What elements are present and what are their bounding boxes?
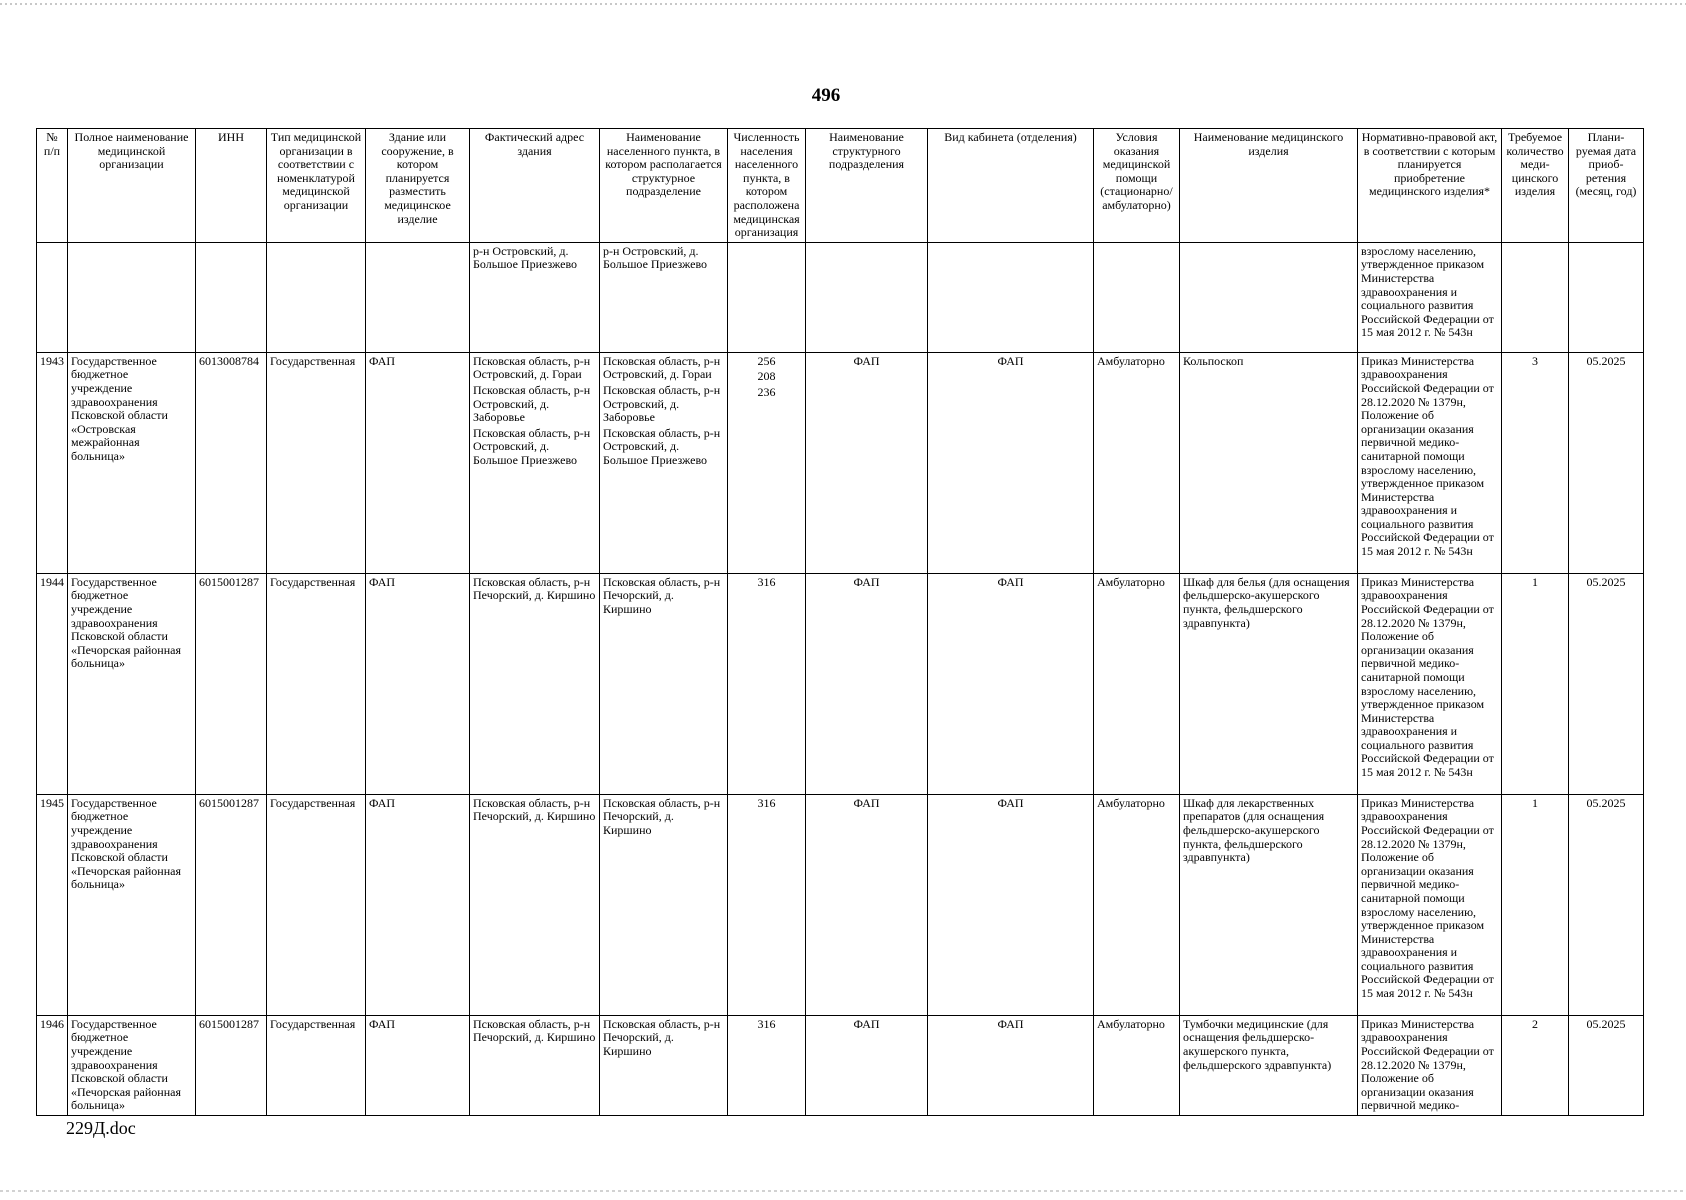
row-number: 1944 (37, 573, 68, 794)
structural-unit: ФАП (806, 573, 928, 794)
population: 208 (757, 369, 776, 384)
medical-device: Кольпоскоп (1180, 352, 1358, 573)
legal-act: Приказ Министерства здравоохранения Российской Федерации от 28.12.2020 № 1379н, Положение об организации оказания первичной медико- (1358, 1015, 1502, 1115)
care-conditions: Амбулаторно (1094, 1015, 1180, 1115)
equipment-register-table (36, 128, 1644, 1116)
inn: 6013008784 (196, 352, 267, 573)
column-header: Наименование населенного пункта, в котором располагается структурное подразделение (600, 129, 728, 243)
continued-legal-act: взрослому населению, утвержденное приказом Министерства здравоохранения и социального развития Российской Федерации от 15 мая 2012 г. № 543н (1358, 242, 1502, 352)
quantity: 1 (1502, 573, 1569, 794)
population-cell (728, 352, 806, 573)
table-row (37, 573, 1644, 794)
settlement: Псковская область, р-н Островский, д. Заборовье (603, 382, 721, 425)
cabinet-type: ФАП (928, 794, 1094, 1015)
structural-unit: ФАП (806, 1015, 928, 1115)
medical-device: Шкаф для лекарственных препаратов (для оснащения фельдшерско-акушерского пункта, фельдшерского здравпункта) (1180, 794, 1358, 1015)
page-number: 496 (811, 85, 841, 106)
quantity: 3 (1502, 352, 1569, 573)
column-header: Условия оказания медицинской помощи (стационарно/ амбулаторно) (1094, 129, 1180, 243)
care-conditions: Амбулаторно (1094, 573, 1180, 794)
legal-act: Приказ Министерства здравоохранения Российской Федерации от 28.12.2020 № 1379н, Положение об организации оказания первичной медико-санитарной помощи взрослому населению, утвержденное приказом Министерства здравоохранения и социального развития Российской Федерации от 15 мая 2012 г. № 543н (1358, 794, 1502, 1015)
settlement: Псковская область, р-н Печорский, д. Киршино (600, 1015, 728, 1115)
organization-type: Государственная (267, 573, 366, 794)
cabinet-type: ФАП (928, 573, 1094, 794)
column-header: Плани-руемая дата приоб-ретения (месяц, год) (1569, 129, 1644, 243)
address: Псковская область, р-н Печорский, д. Киршино (470, 1015, 600, 1115)
table-header-row (37, 129, 1644, 243)
settlement: Псковская область, р-н Островский, д. Большое Приезжево (603, 425, 721, 467)
column-header: Наименование медицинского изделия (1180, 129, 1358, 243)
table-row (37, 352, 1644, 573)
medical-device: Тумбочки медицинские (для оснащения фельдшерско-акушерского пункта, фельдшерского здравпункта) (1180, 1015, 1358, 1115)
population: 316 (728, 794, 806, 1015)
cabinet-type: ФАП (928, 1015, 1094, 1115)
organization-name: Государственное бюджетное учреждение здравоохранения Псковской области «Печорская районная больница» (68, 573, 196, 794)
purchase-date: 05.2025 (1569, 573, 1644, 794)
address: Псковская область, р-н Островский, д. Гораи (473, 353, 591, 382)
care-conditions: Амбулаторно (1094, 352, 1180, 573)
continued-settlement: р-н Островский, д. Большое Приезжево (600, 242, 728, 352)
population: 236 (757, 384, 776, 399)
column-header: Здание или сооружение, в котором планируется разместить медицинское изделие (366, 129, 470, 243)
structural-unit: ФАП (806, 352, 928, 573)
column-header: Тип медицинской организации в соответствии с номенклатурой медицинской организации (267, 129, 366, 243)
table-row (37, 794, 1644, 1015)
organization-name: Государственное бюджетное учреждение здравоохранения Псковской области «Печорская районная больница» (68, 1015, 196, 1115)
organization-name: Государственное бюджетное учреждение здравоохранения Псковской области «Островская межрайонная больница» (68, 352, 196, 573)
column-header: Наименование структурного подразделения (806, 129, 928, 243)
file-name: 229Д.doc (66, 1118, 136, 1138)
building: ФАП (366, 573, 470, 794)
address: Псковская область, р-н Островский, д. Заборовье (473, 382, 591, 425)
building: ФАП (366, 352, 470, 573)
column-header: Вид кабинета (отделения) (928, 129, 1094, 243)
row-number: 1943 (37, 352, 68, 573)
settlement: Псковская область, р-н Печорский, д. Киршино (600, 794, 728, 1015)
building: ФАП (366, 1015, 470, 1115)
column-header: Полное наименование медицинской организации (68, 129, 196, 243)
inn: 6015001287 (196, 573, 267, 794)
purchase-date: 05.2025 (1569, 1015, 1644, 1115)
column-header: Численность населения населенного пункта, в котором расположена медицинская организация (728, 129, 806, 243)
care-conditions: Амбулаторно (1094, 794, 1180, 1015)
legal-act: Приказ Министерства здравоохранения Российской Федерации от 28.12.2020 № 1379н, Положение об организации оказания первичной медико-санитарной помощи взрослому населению, утвержденное приказом Министерства здравоохранения и социального развития Российской Федерации от 15 мая 2012 г. № 543н (1358, 573, 1502, 794)
settlement-cell (600, 352, 728, 573)
column-header: Нормативно-правовой акт, в соответствии с которым планируется приобретение медицинского изделия* (1358, 129, 1502, 243)
column-header: Требуемое количество меди-цинского изделия (1502, 129, 1569, 243)
address: Псковская область, р-н Островский, д. Большое Приезжево (473, 425, 591, 467)
inn: 6015001287 (196, 1015, 267, 1115)
column-header: Фактический адрес здания (470, 129, 600, 243)
row-number: 1946 (37, 1015, 68, 1115)
purchase-date: 05.2025 (1569, 352, 1644, 573)
organization-type: Государственная (267, 1015, 366, 1115)
address-cell (470, 352, 600, 573)
table-row (37, 1015, 1644, 1115)
population: 316 (728, 573, 806, 794)
address: Псковская область, р-н Печорский, д. Киршино (470, 794, 600, 1015)
cabinet-type: ФАП (928, 352, 1094, 573)
column-header: ИНН (196, 129, 267, 243)
quantity: 2 (1502, 1015, 1569, 1115)
scan-edge-bottom (0, 1190, 1686, 1192)
continued-address: р-н Островский, д. Большое Приезжево (470, 242, 600, 352)
legal-act: Приказ Министерства здравоохранения Российской Федерации от 28.12.2020 № 1379н, Положение об организации оказания первичной медико-санитарной помощи взрослому населению, утвержденное приказом Министерства здравоохранения и социального развития Российской Федерации от 15 мая 2012 г. № 543н (1358, 352, 1502, 573)
organization-type: Государственная (267, 352, 366, 573)
purchase-date: 05.2025 (1569, 794, 1644, 1015)
organization-type: Государственная (267, 794, 366, 1015)
row-number: 1945 (37, 794, 68, 1015)
inn: 6015001287 (196, 794, 267, 1015)
building: ФАП (366, 794, 470, 1015)
structural-unit: ФАП (806, 794, 928, 1015)
population: 256 (757, 353, 776, 368)
population: 316 (728, 1015, 806, 1115)
scan-edge-top (0, 3, 1686, 5)
quantity: 1 (1502, 794, 1569, 1015)
continuation-row (37, 242, 1644, 352)
column-header: № п/п (37, 129, 68, 243)
medical-device: Шкаф для белья (для оснащения фельдшерско-акушерского пункта, фельдшерского здравпункта) (1180, 573, 1358, 794)
settlement: Псковская область, р-н Печорский, д. Киршино (600, 573, 728, 794)
settlement: Псковская область, р-н Островский, д. Гораи (603, 353, 721, 382)
organization-name: Государственное бюджетное учреждение здравоохранения Псковской области «Печорская районная больница» (68, 794, 196, 1015)
address: Псковская область, р-н Печорский, д. Киршино (470, 573, 600, 794)
